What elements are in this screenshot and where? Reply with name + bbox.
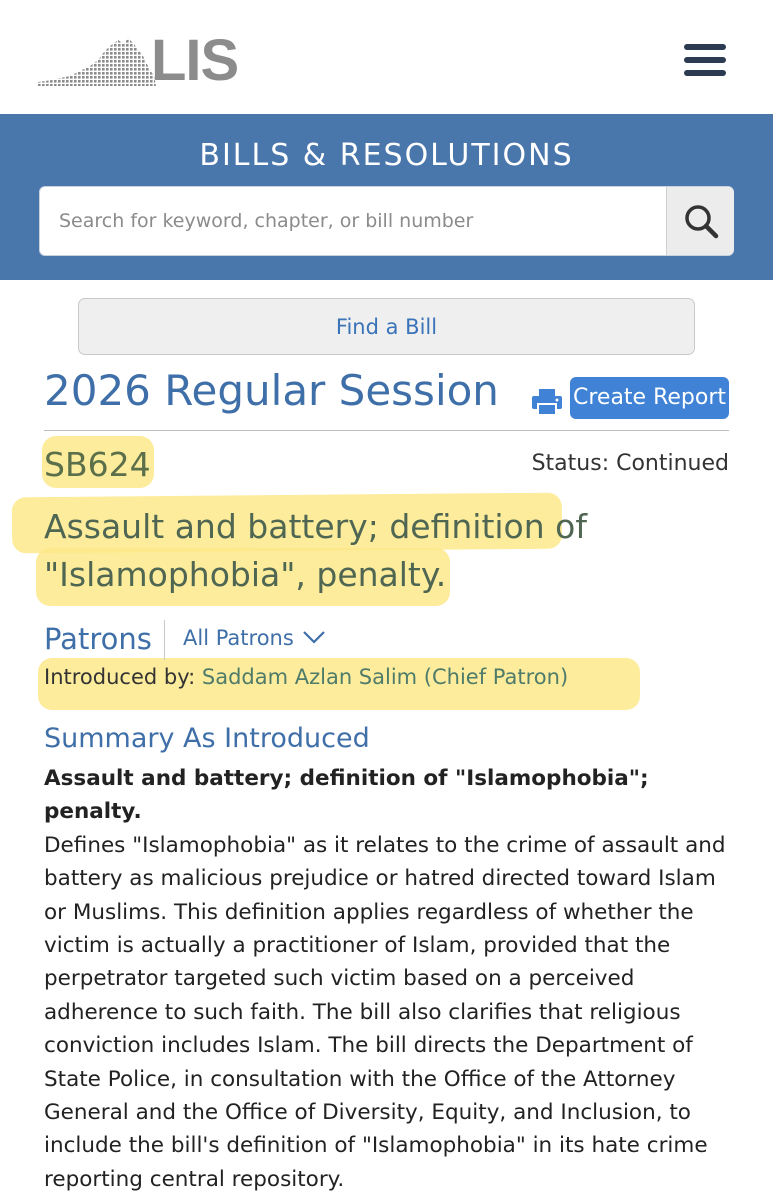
create-report-button[interactable]: Create Report	[570, 377, 729, 419]
patrons-heading: Patrons	[44, 622, 152, 656]
summary-text	[44, 762, 734, 1196]
bill-number: SB624	[44, 445, 151, 484]
introduced-by-label: Introduced by:	[44, 665, 196, 689]
bills-search-band	[0, 114, 773, 280]
patrons-separator	[164, 620, 165, 660]
summary-heading: Summary As Introduced	[44, 723, 370, 754]
summary-line: perpetrator targeted such victim based on a perceived	[44, 966, 635, 992]
band-title: BILLS & RESOLUTIONS	[199, 138, 574, 173]
search-bar	[39, 186, 734, 256]
bill-title-line1: Assault and battery; definition of	[44, 507, 587, 546]
all-patrons-toggle[interactable]: All Patrons	[183, 626, 294, 650]
summary-line: battery as malicious prejudice or hatred directed toward Islam	[44, 866, 716, 892]
hamburger-menu-icon[interactable]	[684, 44, 730, 80]
summary-line: General and the Office of Diversity, Equity, and Inclusion, to	[44, 1100, 691, 1126]
summary-line: conviction includes Islam. The bill directs the Department of	[44, 1033, 693, 1059]
top-bar	[0, 0, 773, 114]
chevron-down-icon[interactable]	[302, 628, 326, 646]
find-a-bill-button[interactable]: Find a Bill	[78, 298, 695, 355]
session-title: 2026 Regular Session	[44, 366, 499, 415]
summary-line: adherence to such faith. The bill also clarifies that religious	[44, 999, 681, 1025]
summary-line: reporting central repository.	[44, 1166, 345, 1192]
printer-icon[interactable]	[531, 387, 563, 417]
summary-line: State Police, in consultation with the Office of the Attorney	[44, 1066, 676, 1092]
lis-logo[interactable]	[38, 28, 239, 93]
divider	[44, 430, 729, 431]
search-icon	[667, 187, 735, 255]
virginia-map-icon	[38, 36, 156, 88]
summary-line: or Muslims. This definition applies regardless of whether the	[44, 899, 694, 925]
chief-patron-link[interactable]: Saddam Azlan Salim (Chief Patron)	[201, 665, 569, 689]
search-button[interactable]	[666, 187, 734, 255]
introduced-by	[44, 665, 568, 689]
summary-title: Assault and battery; definition of "Islamophobia"; penalty.	[44, 766, 649, 825]
bill-title	[44, 503, 604, 599]
summary-line: include the bill's definition of "Islamophobia" in its hate crime	[44, 1133, 708, 1159]
summary-line: victim is actually a practitioner of Islam, provided that the	[44, 933, 671, 959]
logo-text: LIS	[151, 28, 239, 93]
summary-line: Defines "Islamophobia" as it relates to the crime of assault and	[44, 832, 726, 858]
bill-title-line2: "Islamophobia", penalty.	[44, 555, 447, 594]
search-input[interactable]	[40, 187, 666, 255]
bill-status: Status: Continued	[531, 451, 729, 476]
